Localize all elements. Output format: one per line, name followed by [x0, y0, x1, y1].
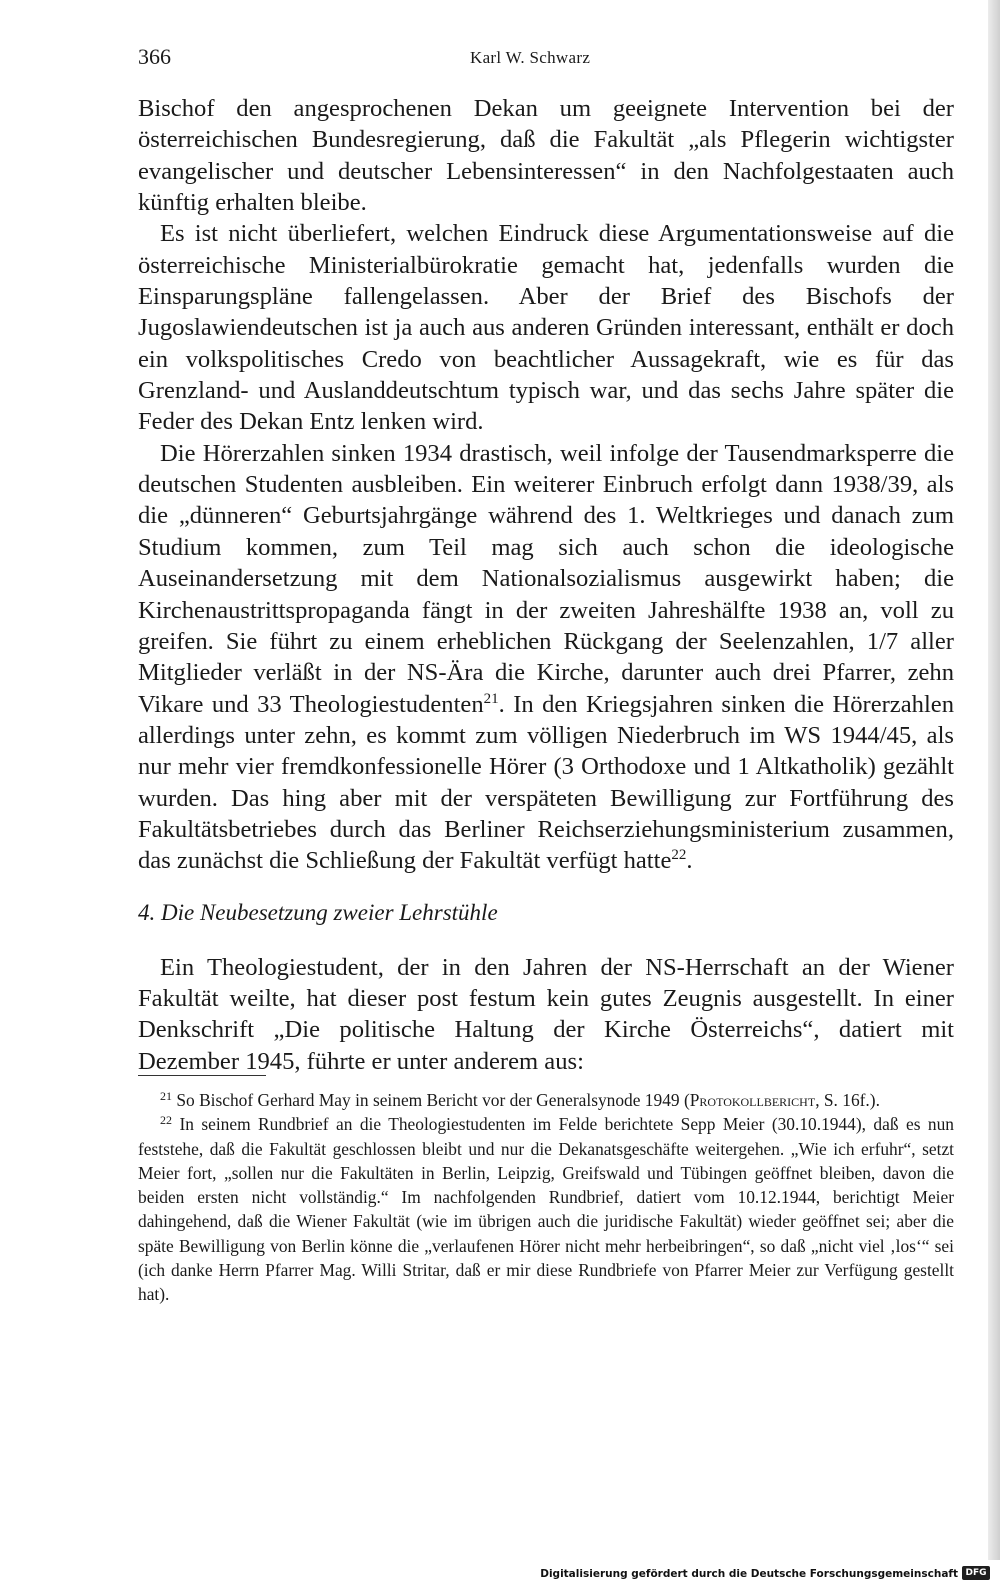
footnote-21-text-a: So Bischof Gerhard May in seinem Bericht vor der Generalsynode 1949 (	[176, 1090, 690, 1110]
footnotes	[138, 1088, 954, 1307]
dfg-logo: DFG	[962, 1566, 990, 1580]
footnote-number: 22	[160, 1113, 172, 1128]
page-number: 366	[138, 44, 171, 69]
main-text	[138, 93, 954, 1077]
footnote-22-text: In seinem Rundbrief an die Theologiestudenten im Felde berichtete Sepp Meier (30.10.1944), daß es nun feststehe, daß die Fakultät geschlossen bleibt und nur die Dekanatsgeschäfte weitergehen. „Wie ich erfuhr“, setzt Meier fort, „sollen nur die Fakultäten in Berlin, Leipzig, Greifswald und Tübingen geöffnet bleiben, davon die beiden ersten nicht vollständig.“ Im nachfolgenden Rundbrief, datiert vom 10.12.1944, berichtigt Meier dahingehend, daß die Wiener Fakultät (wie im übrigen auch die juridische Fakultät) wieder geöffnet sei; aber die späte Bewilligung von Berlin könne die „verlaufenen Hörer nicht mehr herbeibringen“, so daß „nicht viel ‚los‘“ sei (ich danke Herrn Pfarrer Mag. Willi Stritar, daß er mir diese Rundbriefe von Pfarrer Meier zur Verfügung gestellt hat).	[138, 1114, 954, 1305]
footnote-21-text-b: , S. 16f.).	[815, 1090, 880, 1110]
footnote-ref-22: 22	[671, 847, 687, 864]
section-paragraph: Ein Theologiestudent, der in den Jahren der NS-Herrschaft an der Wiener Fakultät weilte, hat dieser post festum kein gutes Zeugnis ausgestellt. In einer Denkschrift „Die politische Haltung der Kirche Österreichs“, datiert mit Dezember 1945, führte er unter anderem aus:	[138, 953, 954, 1075]
paragraph-3-part-b: . In den Kriegsjahren sinken die Hörerzahlen allerdings unter zehn, es kommt zum völligen Niederbruch im WS 1944/45, als nur mehr vier fremdkonfessionelle Hörer (3 Orthodoxe und 1 Altkatholik) gezählt wurden. Das hing aber mit der verspäteten Bewilligung zur Fortführung des Fakultätsbetriebes durch das Berliner Reichserziehungsministerium zusammen, das zunächst die Schließung der Fakultät verfügt hatte	[138, 690, 954, 875]
footnote-rule	[138, 1075, 266, 1076]
paragraph-3-part-c: .	[686, 847, 693, 875]
footnote-21	[138, 1088, 954, 1112]
footnote-ref-21: 21	[483, 690, 499, 707]
paragraph-3-part-a: Die Hörerzahlen sinken 1934 drastisch, weil infolge der Tausendmarksperre die deutschen Studenten ausbleiben. Ein weiterer Einbruch erfolgt dann 1938/39, als die „dünneren“ Geburtsjahrgänge während des 1. Weltkrieges und danach zum Studium kommen, zum Teil mag sich auch schon die ideologische Auseinandersetzung mit dem Nationalsozialismus ausgewirkt haben; die Kirchenaustrittspropaganda fängt in der zweiten Jahreshälfte 1938 an, voll zu greifen. Sie führt zu einem erheblichen Rückgang der Seelenzahlen, 1/7 aller Mitglieder verläßt in der NS-Ära die Kirche, darunter auch drei Pfarrer, zehn Vikare und 33 Theologiestudenten	[138, 439, 954, 718]
footnote-number: 21	[160, 1089, 172, 1103]
digitization-credit: Digitalisierung gefördert durch die Deutsche Forschungsgemeinschaft	[540, 1568, 958, 1580]
scan-edge-shadow	[988, 0, 1000, 1560]
footnote-21-smallcaps: Protokollbericht	[689, 1090, 816, 1110]
page-header	[138, 44, 954, 74]
paragraph-2: Es ist nicht überliefert, welchen Eindruck diese Argumentationsweise auf die österreichische Ministerialbürokratie gemacht hat, jedenfalls wurden die Einsparungspläne fallengelassen. Aber der Brief des Bischofs der Jugoslawiendeutschen ist ja auch aus anderen Gründen interessant, enthält er doch ein volkspolitisches Credo von beachtlicher Aussagekraft, wie es für das Grenzland- und Auslanddeutschtum typisch war, und das sechs Jahre später die Feder des Dekan Entz lenken wird.	[138, 220, 954, 436]
paragraph-3	[138, 438, 954, 877]
paragraph-1: Bischof den angesprochenen Dekan um geeignete Intervention bei der österreichischen Bundesregierung, daß die Fakultät „als Pflegerin wichtigster evangelischer und deutscher Lebensinteressen“ in den Nachfolgestaaten auch künftig erhalten bleibe.	[138, 95, 954, 217]
footnote-22	[138, 1112, 954, 1306]
section-heading: 4. Die Neubesetzung zweier Lehrstühle	[138, 899, 498, 925]
running-head: Karl W. Schwarz	[470, 48, 591, 67]
